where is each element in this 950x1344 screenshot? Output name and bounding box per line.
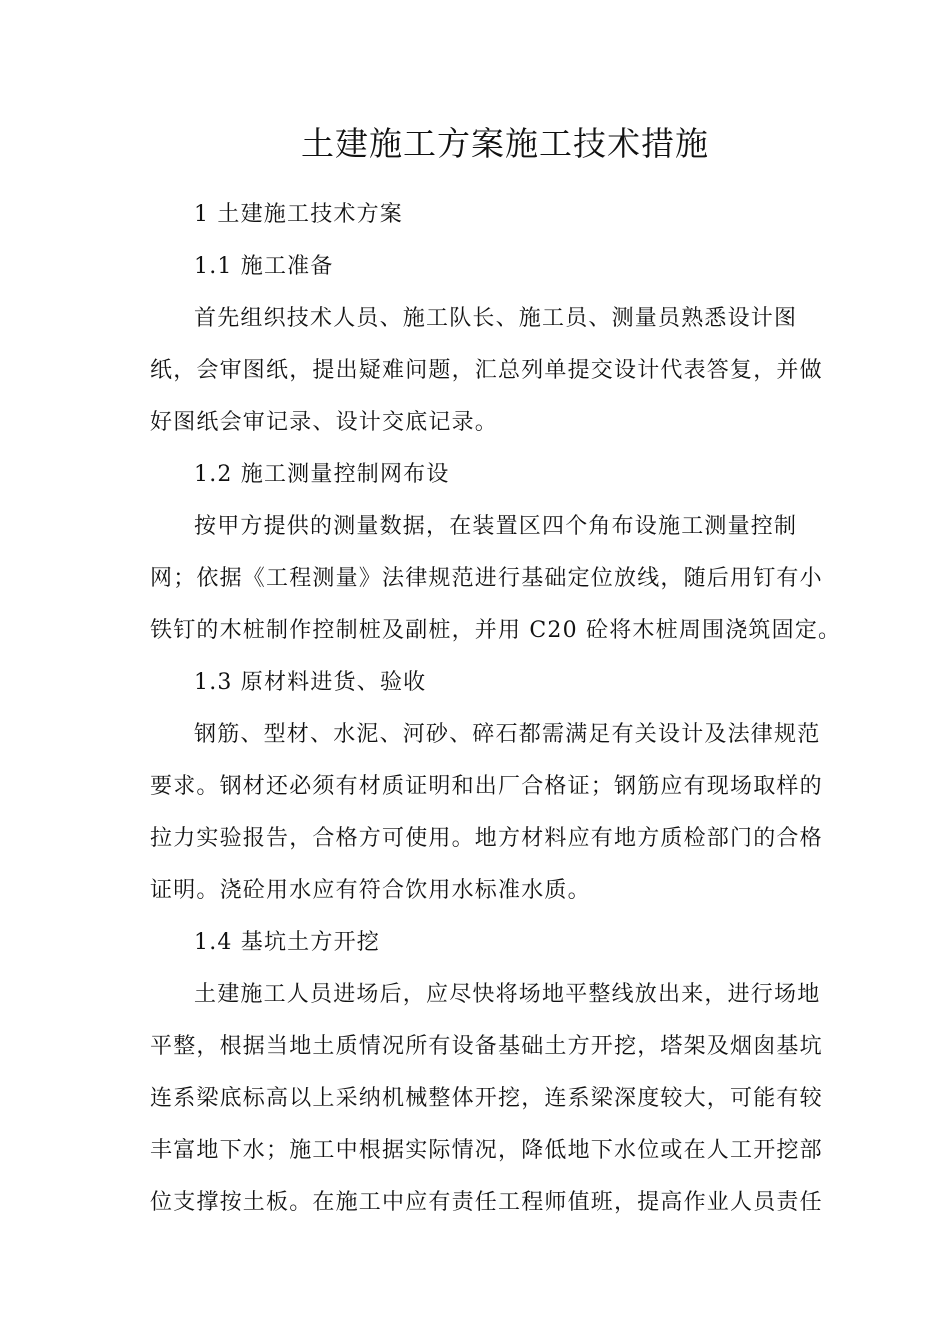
paragraph-line: 网；依据《工程测量》法律规范进行基础定位放线，随后用钉有小: [150, 566, 823, 591]
paragraph-line: 拉力实验报告，合格方可使用。地方材料应有地方质检部门的合格: [150, 826, 823, 851]
heading-1-4: 1.4 基坑土方开挖: [194, 930, 380, 955]
heading-1: 1 土建施工技术方案: [194, 202, 403, 227]
paragraph-line: 好图纸会审记录、设计交底记录。: [150, 410, 499, 435]
paragraph-line: 连系梁底标高以上采纳机械整体开挖，连系梁深度较大，可能有较: [150, 1086, 823, 1111]
paragraph-line: 平整，根据当地土质情况所有设备基础土方开挖，塔架及烟囱基坑: [150, 1034, 823, 1059]
paragraph-line: 钢筋、型材、水泥、河砂、碎石都需满足有关设计及法律规范: [194, 722, 821, 747]
paragraph-line: 首先组织技术人员、施工队长、施工员、测量员熟悉设计图: [194, 306, 798, 331]
document-title: 土建施工方案施工技术措施: [301, 124, 709, 163]
paragraph-line: 要求。钢材还必须有材质证明和出厂合格证；钢筋应有现场取样的: [150, 774, 823, 799]
paragraph-line: 位支撑按土板。在施工中应有责任工程师值班，提高作业人员责任: [150, 1190, 823, 1215]
paragraph-line: 按甲方提供的测量数据，在装置区四个角布设施工测量控制: [194, 514, 798, 539]
heading-1-2: 1.2 施工测量控制网布设: [194, 462, 450, 487]
paragraph-line: 纸，会审图纸，提出疑难问题，汇总列单提交设计代表答复，并做: [150, 358, 823, 383]
paragraph-line: 土建施工人员进场后，应尽快将场地平整线放出来，进行场地: [194, 982, 821, 1007]
heading-1-1: 1.1 施工准备: [194, 254, 334, 279]
paragraph-line: 铁钉的木桩制作控制桩及副桩，并用 C20 砼将木桩周围浇筑固定。: [150, 618, 842, 643]
paragraph-line: 证明。浇砼用水应有符合饮用水标准水质。: [150, 878, 591, 903]
heading-1-3: 1.3 原材料进货、验收: [194, 670, 427, 695]
paragraph-line: 丰富地下水；施工中根据实际情况，降低地下水位或在人工开挖部: [150, 1138, 823, 1163]
